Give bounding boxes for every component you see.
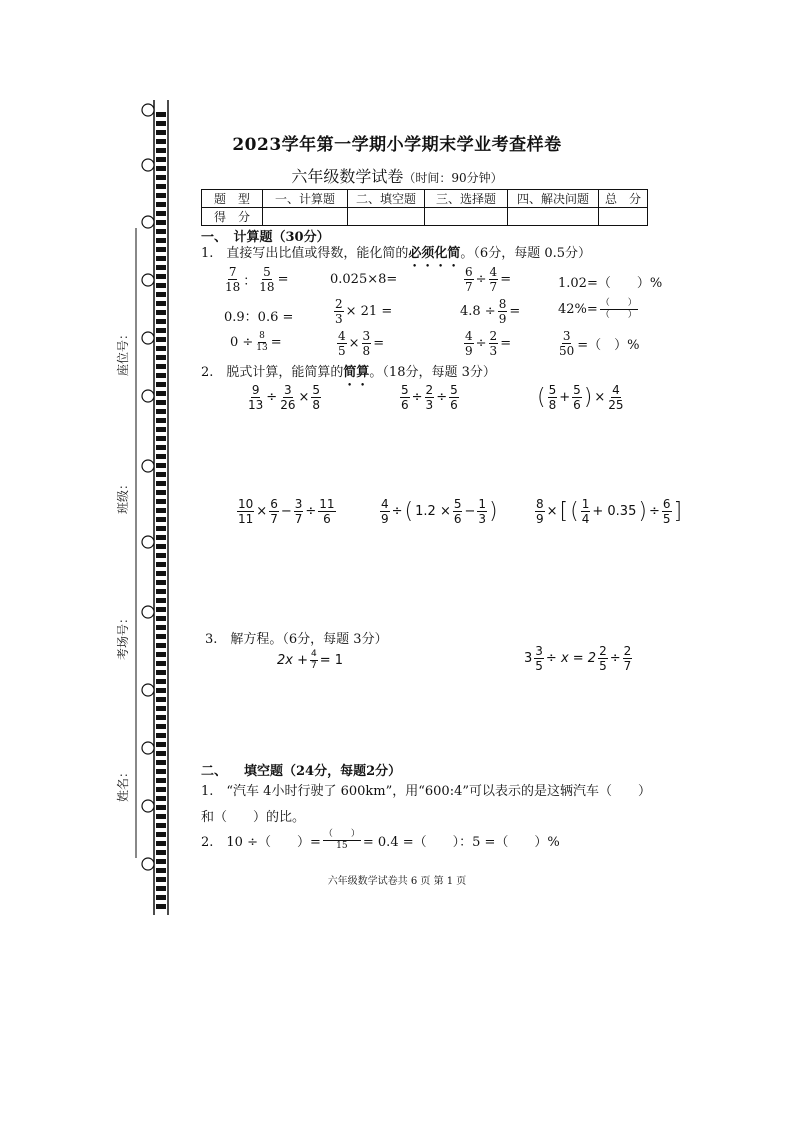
punch-hole bbox=[142, 216, 154, 228]
q2-suffix: 。（18分，每题 3分） bbox=[369, 365, 496, 380]
q2-item-f bbox=[535, 498, 682, 525]
a-num2: 5 bbox=[263, 265, 271, 279]
binding-rung bbox=[156, 346, 166, 351]
binding-rung bbox=[156, 112, 166, 117]
binding-rung bbox=[156, 742, 166, 747]
q2c-den3: 25 bbox=[608, 398, 624, 412]
binding-rung bbox=[156, 517, 166, 522]
binding-rung bbox=[156, 553, 166, 558]
q2e-term: 1.2 × bbox=[415, 504, 451, 519]
g-den: 9 bbox=[498, 312, 507, 326]
binding-rung bbox=[156, 436, 166, 441]
q1-emph: 必须化简 bbox=[408, 246, 461, 261]
q1-item-j bbox=[337, 330, 384, 357]
binding-rung bbox=[156, 499, 166, 504]
section2-heading: 填空题（24分，每题2分） bbox=[244, 764, 402, 779]
q2f-den2: 4 bbox=[581, 512, 590, 526]
g-eq: = bbox=[509, 304, 521, 319]
binding-rung bbox=[156, 562, 166, 567]
score-col: 四、解决问题 bbox=[508, 190, 599, 208]
binding-rung bbox=[156, 337, 166, 342]
j-op: × bbox=[348, 336, 360, 351]
j-num1: 4 bbox=[338, 329, 346, 343]
q2f-num2: 1 bbox=[581, 497, 590, 511]
punch-hole bbox=[142, 606, 154, 618]
q2c-op1: + bbox=[559, 390, 571, 405]
q2b-num2: 2 bbox=[425, 383, 434, 397]
q2a-den1: 13 bbox=[248, 398, 264, 412]
binding-rung bbox=[156, 193, 166, 198]
q2e-num1: 4 bbox=[381, 497, 389, 511]
binding-rung bbox=[156, 490, 166, 495]
q2a-num3: 5 bbox=[312, 383, 321, 397]
binding-rung bbox=[156, 733, 166, 738]
q3a-post: = 1 bbox=[319, 653, 344, 668]
binding-rung bbox=[156, 256, 166, 261]
binding-rung bbox=[156, 661, 166, 666]
q2f-rparen: ) bbox=[638, 498, 647, 524]
q2-item-a bbox=[247, 384, 321, 411]
q2f-op1: × bbox=[546, 504, 558, 519]
q1-item-k bbox=[464, 330, 511, 357]
q2d-den4: 6 bbox=[323, 512, 331, 526]
binding-rung bbox=[156, 859, 166, 864]
binding-rung bbox=[156, 274, 166, 279]
q2f-num1: 8 bbox=[536, 497, 544, 511]
c-num2: 4 bbox=[489, 265, 498, 279]
j-eq: = bbox=[373, 336, 385, 351]
q2f-lbracket: [ bbox=[559, 498, 569, 524]
q2d-den2: 7 bbox=[270, 512, 278, 526]
binding-rung bbox=[156, 463, 166, 468]
score-col: 三、选择题 bbox=[425, 190, 508, 208]
binding-rung bbox=[156, 454, 166, 459]
q2b-op2: ÷ bbox=[436, 390, 448, 405]
binding-rung bbox=[156, 670, 166, 675]
q3b-den2: 5 bbox=[599, 659, 607, 673]
score-col: 一、计算题 bbox=[263, 190, 348, 208]
punch-hole bbox=[142, 684, 154, 696]
punch-hole bbox=[142, 274, 154, 286]
q2-item-d bbox=[237, 498, 336, 525]
section1-q3: 3. 解方程。（6分，每题 3分） bbox=[205, 632, 388, 647]
binding-rung bbox=[156, 904, 166, 909]
q1-item-h bbox=[558, 299, 638, 320]
binding-rung bbox=[156, 841, 166, 846]
exam-title: 2023学年第一学期小学期末学业考查样卷 bbox=[232, 135, 562, 155]
binding-rung bbox=[156, 796, 166, 801]
binding-rung bbox=[156, 787, 166, 792]
binding-rung bbox=[156, 805, 166, 810]
binding-rung bbox=[156, 427, 166, 432]
q2f-op2: ÷ bbox=[648, 504, 660, 519]
q2e-num2: 5 bbox=[453, 497, 462, 511]
q2f-num3: 6 bbox=[662, 497, 671, 511]
s2q2-post: = 0.4 =（ ）：5 =（ ）% bbox=[362, 835, 560, 850]
h-num: （ ） bbox=[600, 298, 637, 308]
punch-hole bbox=[142, 460, 154, 472]
q2b-num1: 5 bbox=[401, 383, 409, 397]
q3b-den1: 5 bbox=[535, 659, 543, 673]
binding-rung bbox=[156, 571, 166, 576]
q2a-den2: 26 bbox=[280, 398, 296, 412]
q1-item-g bbox=[460, 298, 520, 325]
f-den: 3 bbox=[335, 312, 343, 326]
k-num1: 4 bbox=[465, 329, 473, 343]
binding-rung bbox=[156, 778, 166, 783]
score-col: 二、填空题 bbox=[348, 190, 425, 208]
q3a-den: 7 bbox=[311, 661, 317, 671]
q3b-mid: ÷ x = 2 bbox=[545, 651, 597, 666]
score-cell[interactable] bbox=[599, 208, 648, 226]
q2-item-c bbox=[537, 384, 625, 411]
q2a-num2: 3 bbox=[284, 383, 292, 397]
section1-heading: 一、 计算题（30分） bbox=[201, 230, 330, 245]
q2a-op1: ÷ bbox=[266, 390, 278, 405]
class-label: 班级： bbox=[116, 477, 130, 514]
q2f-den1: 9 bbox=[536, 512, 544, 526]
q3a-pre: 2x + bbox=[277, 653, 308, 668]
k-den2: 3 bbox=[489, 344, 498, 358]
binding-rung bbox=[156, 247, 166, 252]
binding-rung bbox=[156, 607, 166, 612]
j-num2: 3 bbox=[362, 329, 371, 343]
i-pre: 0 ÷ bbox=[230, 335, 254, 350]
section2-q2 bbox=[201, 830, 560, 851]
i-den: 13 bbox=[256, 343, 268, 353]
k-den1: 9 bbox=[465, 344, 473, 358]
exam-subtitle bbox=[0, 164, 794, 187]
binding-rung bbox=[156, 409, 166, 414]
a-sep: ： bbox=[243, 274, 257, 289]
q2a-num1: 9 bbox=[251, 383, 260, 397]
a-den2: 18 bbox=[259, 280, 275, 294]
f-rest: × 21 = bbox=[345, 304, 393, 319]
score-cell[interactable] bbox=[348, 208, 425, 226]
binding-rung bbox=[156, 724, 166, 729]
binding-rung bbox=[156, 418, 166, 423]
q2e-lparen: ( bbox=[404, 498, 414, 524]
binding-rung bbox=[156, 832, 166, 837]
q2e-den1: 9 bbox=[381, 512, 389, 526]
binding-rung bbox=[156, 400, 166, 405]
binding-rung bbox=[156, 760, 166, 765]
score-cell[interactable] bbox=[263, 208, 348, 226]
binding-rung bbox=[156, 310, 166, 315]
name-label: 姓名： bbox=[116, 765, 130, 802]
binding-rung bbox=[156, 616, 166, 621]
q2c-den1: 8 bbox=[548, 398, 557, 412]
binding-rung bbox=[156, 535, 166, 540]
binding-rung bbox=[156, 643, 166, 648]
q2-emph: 简算 bbox=[343, 365, 370, 380]
section2-q1-line1: 1. “汽车 4小时行驶了 600km”，用“600:4”可以表示的是这辆汽车（ ） bbox=[201, 784, 652, 799]
l-den: 50 bbox=[559, 344, 575, 358]
g-num: 8 bbox=[498, 297, 507, 311]
i-num: 8 bbox=[259, 331, 265, 341]
s2q2-num: （ ） bbox=[323, 829, 360, 839]
binding-rung bbox=[156, 121, 166, 126]
q3-item-b bbox=[524, 645, 632, 672]
score-cell[interactable] bbox=[425, 208, 508, 226]
h-pre: 42%= bbox=[558, 302, 598, 317]
q1-item-c bbox=[464, 266, 511, 293]
q2d-num1: 10 bbox=[238, 497, 254, 511]
binding-rung bbox=[156, 202, 166, 207]
time-note: （时间：90分钟） bbox=[403, 171, 503, 185]
binding-rung bbox=[156, 364, 166, 369]
q2f-term: + 0.35 bbox=[592, 504, 637, 519]
q1-prefix: 1. 直接写出比值或得数，能化简的 bbox=[201, 246, 409, 261]
q2d-den3: 7 bbox=[294, 512, 303, 526]
q2d-op1: × bbox=[256, 504, 268, 519]
c-op: ÷ bbox=[475, 272, 487, 287]
binding-rung bbox=[156, 751, 166, 756]
page-footer: 六年级数学试卷共 6 页 第 1 页 bbox=[327, 876, 467, 887]
q2e-num3: 1 bbox=[478, 497, 487, 511]
q2b-den3: 6 bbox=[450, 398, 458, 412]
g-pre: 4.8 ÷ bbox=[460, 304, 496, 319]
q2a-op2: × bbox=[298, 390, 310, 405]
binding-rung bbox=[156, 355, 166, 360]
score-col: 总 分 bbox=[599, 190, 648, 208]
q2c-rparen: ) bbox=[583, 384, 593, 410]
binding-rung bbox=[156, 823, 166, 828]
a-num1: 7 bbox=[228, 265, 237, 279]
q2-item-b bbox=[400, 384, 459, 411]
f-num: 2 bbox=[335, 297, 343, 311]
q2c-num2: 5 bbox=[573, 383, 581, 397]
q3b-op: ÷ bbox=[609, 651, 621, 666]
binding-rung bbox=[156, 508, 166, 513]
binding-rung bbox=[156, 589, 166, 594]
a-eq: = bbox=[277, 272, 289, 287]
q1-item-d: 1.02=（ ）% bbox=[558, 276, 663, 291]
q3-item-a bbox=[277, 650, 343, 671]
q1-item-f bbox=[334, 298, 392, 325]
binding-rung bbox=[156, 265, 166, 270]
binding-rung bbox=[156, 472, 166, 477]
q2b-op1: ÷ bbox=[411, 390, 423, 405]
punch-hole bbox=[142, 390, 154, 402]
section2-label: 二、 bbox=[201, 764, 228, 779]
q2a-den3: 8 bbox=[312, 398, 321, 412]
q2b-den2: 3 bbox=[425, 398, 434, 412]
binding-rung bbox=[156, 373, 166, 378]
j-den1: 5 bbox=[338, 344, 346, 358]
binding-rung bbox=[156, 706, 166, 711]
score-table-header-row bbox=[202, 190, 648, 208]
q2c-num3: 4 bbox=[612, 383, 620, 397]
binding-rung bbox=[156, 229, 166, 234]
q2-item-e bbox=[380, 498, 498, 525]
q2f-den3: 5 bbox=[662, 512, 671, 526]
binding-rung bbox=[156, 688, 166, 693]
q2e-rparen: ) bbox=[489, 498, 498, 524]
binding-rung bbox=[156, 283, 166, 288]
binding-rung bbox=[156, 301, 166, 306]
binding-rung bbox=[156, 715, 166, 720]
score-table-score-row bbox=[202, 208, 648, 226]
binding-rung bbox=[156, 580, 166, 585]
q3b-num3: 2 bbox=[623, 644, 632, 658]
h-den: （ ） bbox=[600, 310, 637, 320]
binding-rung bbox=[156, 814, 166, 819]
score-row-label: 得 分 bbox=[202, 208, 263, 226]
binding-rung bbox=[156, 895, 166, 900]
q2d-num3: 3 bbox=[294, 497, 303, 511]
q2e-den3: 3 bbox=[478, 512, 487, 526]
q2e-op2: − bbox=[464, 504, 476, 519]
punch-hole bbox=[142, 104, 154, 116]
binding-rung bbox=[156, 526, 166, 531]
c-den1: 7 bbox=[465, 280, 473, 294]
binding-rung bbox=[156, 319, 166, 324]
l-num: 3 bbox=[562, 329, 571, 343]
q1-item-i bbox=[230, 332, 282, 353]
c-den2: 7 bbox=[489, 280, 498, 294]
binding-rung bbox=[156, 211, 166, 216]
l-rest: =（ ）% bbox=[577, 338, 640, 353]
a-den1: 18 bbox=[225, 280, 241, 294]
q2b-den1: 6 bbox=[401, 398, 409, 412]
binding-rung bbox=[156, 679, 166, 684]
binding-rung bbox=[156, 391, 166, 396]
q2c-lparen: ( bbox=[537, 384, 546, 410]
subtitle-text: 六年级数学试卷 bbox=[291, 167, 404, 186]
room-label: 考场号： bbox=[116, 611, 130, 660]
q2-prefix: 2. 脱式计算，能简算的 bbox=[201, 365, 344, 380]
binding-rung bbox=[156, 598, 166, 603]
binding-rung bbox=[156, 697, 166, 702]
binding-rung bbox=[156, 328, 166, 333]
punch-hole bbox=[142, 858, 154, 870]
binding-rung bbox=[156, 445, 166, 450]
binding-rung bbox=[156, 481, 166, 486]
k-op: ÷ bbox=[475, 336, 487, 351]
section2-q1-line2: 和（ ）的比。 bbox=[201, 810, 306, 825]
score-cell[interactable] bbox=[508, 208, 599, 226]
q1-item-a bbox=[224, 266, 288, 293]
q2e-den2: 6 bbox=[453, 512, 462, 526]
binding-rung bbox=[156, 634, 166, 639]
binding-rung bbox=[156, 769, 166, 774]
binding-rung bbox=[156, 652, 166, 657]
binding-rung bbox=[156, 292, 166, 297]
binding-rung bbox=[156, 157, 166, 162]
q2d-den1: 11 bbox=[238, 512, 254, 526]
s2q2-pre: 2. 10 ÷（ ）= bbox=[201, 835, 321, 850]
q2f-lparen: ( bbox=[570, 498, 579, 524]
q1-suffix: 。（6分，每题 0.5分） bbox=[460, 246, 591, 261]
binding-rung bbox=[156, 850, 166, 855]
q2c-op2: × bbox=[594, 390, 606, 405]
j-den2: 8 bbox=[362, 344, 371, 358]
score-col: 题 型 bbox=[202, 190, 263, 208]
c-num1: 6 bbox=[465, 265, 473, 279]
punch-hole bbox=[142, 536, 154, 548]
q3b-num1: 3 bbox=[535, 644, 543, 658]
seat-label: 座位号： bbox=[116, 327, 130, 376]
q2c-den2: 6 bbox=[573, 398, 581, 412]
binding-rung bbox=[156, 220, 166, 225]
q1-item-e: 0.9：0.6 = bbox=[224, 310, 294, 325]
q1-item-l bbox=[558, 330, 640, 357]
score-table bbox=[201, 189, 648, 226]
q3b-num2: 2 bbox=[599, 644, 607, 658]
q2d-op3: ÷ bbox=[305, 504, 317, 519]
i-eq: = bbox=[270, 335, 282, 350]
q2f-rbracket: ] bbox=[673, 498, 683, 524]
binding-rung bbox=[156, 382, 166, 387]
binding-rung bbox=[156, 625, 166, 630]
q3b-den3: 7 bbox=[623, 659, 632, 673]
q2b-num3: 5 bbox=[450, 383, 458, 397]
q1-item-b: 0.025×8= bbox=[330, 272, 398, 287]
q2e-op1: ÷ bbox=[391, 504, 403, 519]
q2d-num2: 6 bbox=[270, 497, 278, 511]
s2q2-den: 15 bbox=[336, 841, 348, 851]
q3b-whole1: 3 bbox=[524, 651, 533, 666]
binding-rung bbox=[156, 238, 166, 243]
c-eq: = bbox=[500, 272, 512, 287]
q2c-num1: 5 bbox=[548, 383, 557, 397]
q3a-num: 4 bbox=[311, 649, 317, 659]
binding-rung bbox=[156, 544, 166, 549]
k-eq: = bbox=[500, 336, 512, 351]
punch-hole bbox=[142, 742, 154, 754]
k-num2: 2 bbox=[489, 329, 498, 343]
q2d-num4: 11 bbox=[319, 497, 335, 511]
q2d-op2: − bbox=[280, 504, 292, 519]
